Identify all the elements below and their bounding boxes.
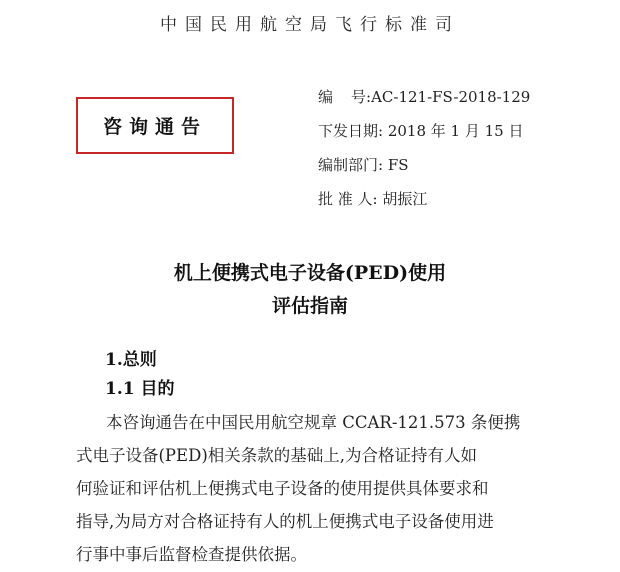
approver-row (318, 188, 427, 209)
advisory-circular-title: 咨询通告 (102, 116, 207, 138)
issue-date-label: 下发日期: (318, 122, 384, 140)
body-paragraph-line: 式电子设备(PED)相关条款的基础上,为合格证持有人如 (76, 446, 477, 465)
body-paragraph-line: 何验证和评估机上便携式电子设备的使用提供具体要求和 (76, 479, 489, 498)
issue-date-row (318, 120, 524, 141)
document-number-row (318, 86, 530, 107)
department-value: FS (387, 156, 409, 174)
issue-date-value: 2018 年 1 月 15 日 (387, 122, 524, 140)
document-number-label: 编号 (318, 88, 366, 106)
department-row (318, 154, 409, 175)
body-paragraph-line: 指导,为局方对合格证持有人的机上便携式电子设备使用进 (76, 512, 494, 531)
body-paragraph-line: 本咨询通告在中国民用航空规章 CCAR-121.573 条便携 (106, 413, 521, 432)
section-heading-purpose: 1.1 目的 (105, 379, 175, 399)
issuing-organization: 中国民用航空局飞行标准司 (160, 15, 460, 35)
document-title-line-1: 机上便携式电子设备(PED)使用 (173, 262, 447, 284)
approver-label: 批 准 人: (318, 190, 378, 208)
document-title-line-2: 评估指南 (271, 295, 348, 317)
body-paragraph-line: 行事中事后监督检查提供依据。 (76, 545, 307, 564)
approver-value: 胡振江 (382, 190, 428, 208)
document-number-separator: : (366, 88, 372, 106)
section-heading-general: 1.总则 (105, 350, 157, 370)
document-number-value: AC-121-FS-2018-129 (371, 88, 531, 106)
advisory-circular-box (76, 97, 234, 154)
department-label: 编制部门: (318, 156, 384, 174)
